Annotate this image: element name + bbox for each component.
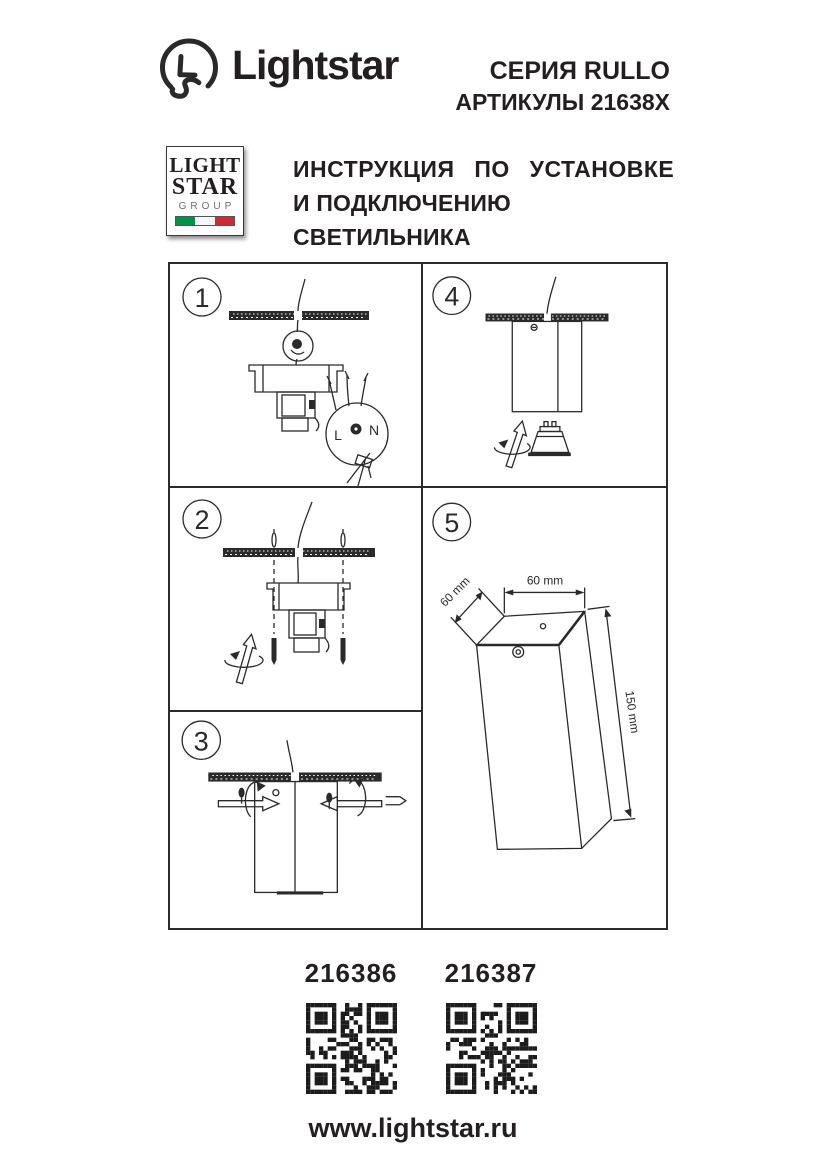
website-url: www.lightstar.ru — [308, 1113, 518, 1143]
step-5-number: 5 — [444, 507, 460, 538]
step-5-dimension-drawing — [423, 488, 666, 928]
header-product-info — [455, 56, 670, 118]
flag-red — [215, 217, 234, 225]
gu10-lamp — [528, 422, 571, 455]
title-line-1: ИНСТРУКЦИЯ ПО УСТАНОВКЕ — [293, 156, 675, 182]
step-2-panel — [170, 488, 421, 712]
series-label: СЕРИЯ RULLO — [489, 57, 670, 85]
logo-word-group: GROUP — [178, 200, 236, 212]
logo-word-light: LIGHT — [169, 153, 241, 178]
document-title — [293, 152, 679, 254]
brand-header — [158, 36, 398, 115]
dimension-width-label: 60 mm — [526, 573, 564, 588]
product-column-1 — [303, 958, 399, 1099]
step-2-number: 2 — [194, 505, 210, 535]
dimension-depth-label: 60 mm — [437, 573, 473, 610]
flag-white — [195, 217, 214, 225]
brand-wordmark: Lightstar — [232, 42, 399, 88]
instruction-grid — [168, 262, 668, 930]
step-1-drawing — [170, 264, 421, 486]
qr-code-2 — [446, 1003, 537, 1094]
step-5-panel — [423, 488, 666, 928]
product-column-2 — [443, 958, 539, 1099]
step-4-number: 4 — [444, 281, 460, 312]
title-line-2: И ПОДКЛЮЧЕНИЮ СВЕТИЛЬНИКА — [293, 190, 511, 250]
step-1-panel — [170, 264, 421, 488]
terminal-n-label: N — [368, 422, 380, 438]
product-code-2: 216387 — [444, 958, 538, 988]
lightstar-group-logo — [166, 146, 244, 236]
articles-label: АРТИКУЛЫ 21638X — [455, 89, 670, 115]
step-3-number: 3 — [193, 725, 209, 757]
qr-code-1 — [306, 1003, 397, 1094]
product-code-1: 216386 — [304, 958, 398, 988]
step-4-panel — [423, 264, 666, 488]
terminal-l-label: L — [334, 427, 342, 443]
logo-word-star: STAR — [171, 173, 239, 200]
step-4-drawing — [423, 264, 666, 486]
step-3-drawing — [170, 712, 421, 930]
italian-flag-stripe — [175, 216, 235, 226]
flag-green — [176, 217, 195, 225]
step-3-panel — [170, 712, 421, 930]
step-2-drawing — [170, 488, 421, 710]
dimension-height-label: 150 mm — [622, 689, 643, 735]
step-1-number: 1 — [194, 283, 210, 313]
lightstar-bulb-icon — [158, 36, 222, 115]
